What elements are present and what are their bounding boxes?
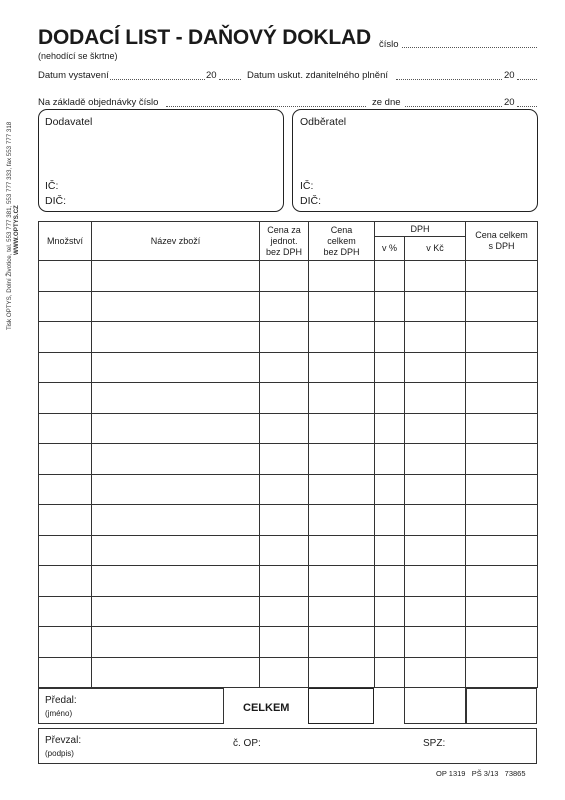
table-cell[interactable] [375, 291, 405, 322]
table-row [39, 352, 538, 383]
table-cell[interactable] [260, 627, 309, 658]
datum-plneni-year-field[interactable] [517, 70, 537, 80]
table-cell[interactable] [39, 383, 92, 414]
table-cell[interactable] [39, 444, 92, 475]
table-cell[interactable] [92, 535, 260, 566]
predal-box[interactable] [38, 688, 224, 724]
table-cell[interactable] [466, 322, 538, 353]
odberatel-ic-label: IČ: [300, 180, 314, 192]
printer-side-text [6, 70, 20, 330]
table-row [39, 505, 538, 536]
table-cell[interactable] [309, 566, 375, 597]
objednavka-field[interactable] [166, 97, 366, 107]
col-header-text: s DPH [488, 241, 515, 251]
col-header-dph-kc: v Kč [405, 237, 466, 261]
col-header-cena-jednot [260, 222, 309, 261]
table-cell[interactable] [405, 413, 466, 444]
table-cell[interactable] [260, 322, 309, 353]
ze-dne-field[interactable] [405, 97, 502, 107]
table-cell[interactable] [375, 535, 405, 566]
table-cell[interactable] [405, 566, 466, 597]
datum-plneni-field[interactable] [396, 70, 502, 80]
celkem-total-field[interactable] [308, 688, 374, 724]
table-cell[interactable] [260, 474, 309, 505]
col-header-dph-pct: v % [375, 237, 405, 261]
table-row [39, 413, 538, 444]
predal-label: Předal: [45, 695, 77, 706]
table-cell[interactable] [375, 383, 405, 414]
datum-vystaveni-field[interactable] [110, 70, 205, 80]
table-cell[interactable] [375, 352, 405, 383]
table-cell[interactable] [375, 444, 405, 475]
table-cell[interactable] [466, 535, 538, 566]
col-header-text: bez DPH [323, 246, 360, 257]
cislo-field[interactable] [402, 38, 537, 48]
items-table [38, 221, 538, 688]
podpis-label: (podpis) [45, 749, 74, 758]
table-cell[interactable] [375, 627, 405, 658]
datum-vystaveni-year-field[interactable] [219, 70, 241, 80]
col-header-mnozstvi: Množství [39, 222, 92, 261]
year-prefix: 20 [504, 70, 515, 81]
printer-contact: Tisk OPTYS, Dolní Životice, tel. 553 777 381, 553 777 333, fax 553 777 318 [6, 121, 13, 330]
dodavatel-box[interactable] [38, 109, 284, 212]
table-cell[interactable] [260, 596, 309, 627]
prevzal-box[interactable] [38, 728, 537, 764]
table-cell[interactable] [309, 444, 375, 475]
table-cell[interactable] [375, 322, 405, 353]
objednavka-label: Na základě objednávky číslo [38, 97, 159, 108]
col-header-text: celkem [327, 235, 356, 246]
table-cell[interactable] [39, 627, 92, 658]
table-cell[interactable] [260, 261, 309, 292]
ze-dne-year-field[interactable] [517, 97, 537, 107]
table-cell[interactable] [92, 657, 260, 688]
strike-note: (nehodící se škrtne) [38, 51, 118, 61]
table-cell[interactable] [309, 535, 375, 566]
table-cell[interactable] [92, 322, 260, 353]
table-cell[interactable] [405, 291, 466, 322]
cislo-label: číslo [379, 39, 399, 50]
table-cell[interactable] [92, 383, 260, 414]
table-row [39, 596, 538, 627]
table-row [39, 322, 538, 353]
table-cell[interactable] [309, 291, 375, 322]
table-cell[interactable] [260, 413, 309, 444]
table-cell[interactable] [39, 291, 92, 322]
table-cell[interactable] [260, 566, 309, 597]
printer-web: WWW.OPTYS.CZ [13, 205, 20, 255]
table-cell[interactable] [375, 413, 405, 444]
table-cell[interactable] [405, 352, 466, 383]
table-cell[interactable] [466, 596, 538, 627]
ze-dne-label: ze dne [372, 97, 401, 108]
prevzal-label: Převzal: [45, 735, 82, 746]
table-cell[interactable] [405, 383, 466, 414]
table-cell[interactable] [39, 596, 92, 627]
col-header-text: bez DPH [265, 246, 302, 257]
table-cell[interactable] [260, 291, 309, 322]
table-cell[interactable] [309, 474, 375, 505]
table-cell[interactable] [92, 444, 260, 475]
table-cell[interactable] [309, 322, 375, 353]
table-cell[interactable] [92, 261, 260, 292]
col-header-dph: DPH [375, 222, 466, 237]
table-cell[interactable] [375, 474, 405, 505]
odberatel-box[interactable] [292, 109, 538, 212]
table-cell[interactable] [39, 535, 92, 566]
table-cell[interactable] [260, 383, 309, 414]
table-cell[interactable] [309, 657, 375, 688]
table-cell[interactable] [405, 627, 466, 658]
table-cell[interactable] [405, 322, 466, 353]
table-cell[interactable] [375, 505, 405, 536]
celkem-label: CELKEM [243, 702, 290, 714]
table-row [39, 627, 538, 658]
jmeno-label: (jméno) [45, 709, 73, 718]
table-cell[interactable] [466, 657, 538, 688]
table-cell[interactable] [309, 627, 375, 658]
table-cell[interactable] [260, 535, 309, 566]
table-cell[interactable] [466, 261, 538, 292]
col-header-text: Cena za [267, 224, 301, 235]
table-cell[interactable] [309, 383, 375, 414]
spz-label: SPZ: [423, 738, 446, 749]
table-row [39, 474, 538, 505]
datum-vystaveni-label: Datum vystavení [38, 70, 109, 81]
table-cell[interactable] [92, 627, 260, 658]
table-cell[interactable] [405, 505, 466, 536]
table-cell[interactable] [260, 444, 309, 475]
table-cell[interactable] [39, 474, 92, 505]
odberatel-dic-label: DIČ: [300, 195, 321, 207]
col-header-nazev: Název zboží [92, 222, 260, 261]
table-cell[interactable] [39, 566, 92, 597]
table-cell[interactable] [39, 505, 92, 536]
table-cell[interactable] [466, 413, 538, 444]
celkem-dph-field[interactable] [404, 688, 466, 724]
table-cell[interactable] [309, 352, 375, 383]
year-prefix: 20 [504, 97, 515, 108]
table-cell[interactable] [466, 352, 538, 383]
table-cell[interactable] [375, 566, 405, 597]
table-cell[interactable] [309, 505, 375, 536]
table-cell[interactable] [466, 474, 538, 505]
table-cell[interactable] [39, 352, 92, 383]
document-title: DODACÍ LIST - DAŇOVÝ DOKLAD [38, 26, 371, 49]
table-row [39, 291, 538, 322]
table-cell[interactable] [466, 627, 538, 658]
datum-plneni-label: Datum uskut. zdanitelného plnění [247, 70, 389, 81]
table-cell[interactable] [405, 261, 466, 292]
table-cell[interactable] [39, 413, 92, 444]
table-cell[interactable] [92, 474, 260, 505]
table-cell[interactable] [92, 352, 260, 383]
celkem-s-dph-field[interactable] [466, 688, 537, 724]
table-cell[interactable] [92, 566, 260, 597]
table-cell[interactable] [309, 261, 375, 292]
dodavatel-ic-label: IČ: [45, 180, 59, 192]
table-cell[interactable] [466, 291, 538, 322]
table-cell[interactable] [466, 566, 538, 597]
dodavatel-title: Dodavatel [45, 116, 93, 128]
table-row [39, 535, 538, 566]
table-cell[interactable] [405, 474, 466, 505]
table-row [39, 657, 538, 688]
table-cell[interactable] [375, 657, 405, 688]
table-cell[interactable] [466, 383, 538, 414]
odberatel-title: Odběratel [300, 116, 347, 128]
table-cell[interactable] [260, 505, 309, 536]
table-cell[interactable] [39, 657, 92, 688]
col-header-cena-s-dph [466, 222, 538, 261]
table-cell[interactable] [92, 413, 260, 444]
table-cell[interactable] [309, 413, 375, 444]
table-row [39, 566, 538, 597]
form-code: OP 1319 PŠ 3/13 73865 [436, 769, 526, 778]
table-row [39, 444, 538, 475]
table-cell[interactable] [405, 444, 466, 475]
year-prefix: 20 [206, 70, 217, 81]
col-header-text: Cena [330, 224, 353, 235]
c-op-label: č. OP: [233, 738, 261, 749]
col-header-text: Cena celkem [475, 230, 528, 240]
table-cell[interactable] [405, 535, 466, 566]
table-cell[interactable] [260, 657, 309, 688]
table-cell[interactable] [39, 322, 92, 353]
table-cell[interactable] [466, 444, 538, 475]
col-header-text: jednot. [270, 235, 298, 246]
table-cell[interactable] [92, 291, 260, 322]
table-cell[interactable] [375, 596, 405, 627]
table-cell[interactable] [260, 352, 309, 383]
col-header-cena-celkem [309, 222, 375, 261]
table-row [39, 261, 538, 292]
table-cell[interactable] [39, 261, 92, 292]
table-cell[interactable] [92, 596, 260, 627]
table-cell[interactable] [466, 505, 538, 536]
table-cell[interactable] [405, 596, 466, 627]
table-cell[interactable] [309, 596, 375, 627]
dodavatel-dic-label: DIČ: [45, 195, 66, 207]
table-cell[interactable] [375, 261, 405, 292]
table-row [39, 383, 538, 414]
table-cell[interactable] [92, 505, 260, 536]
table-cell[interactable] [405, 657, 466, 688]
